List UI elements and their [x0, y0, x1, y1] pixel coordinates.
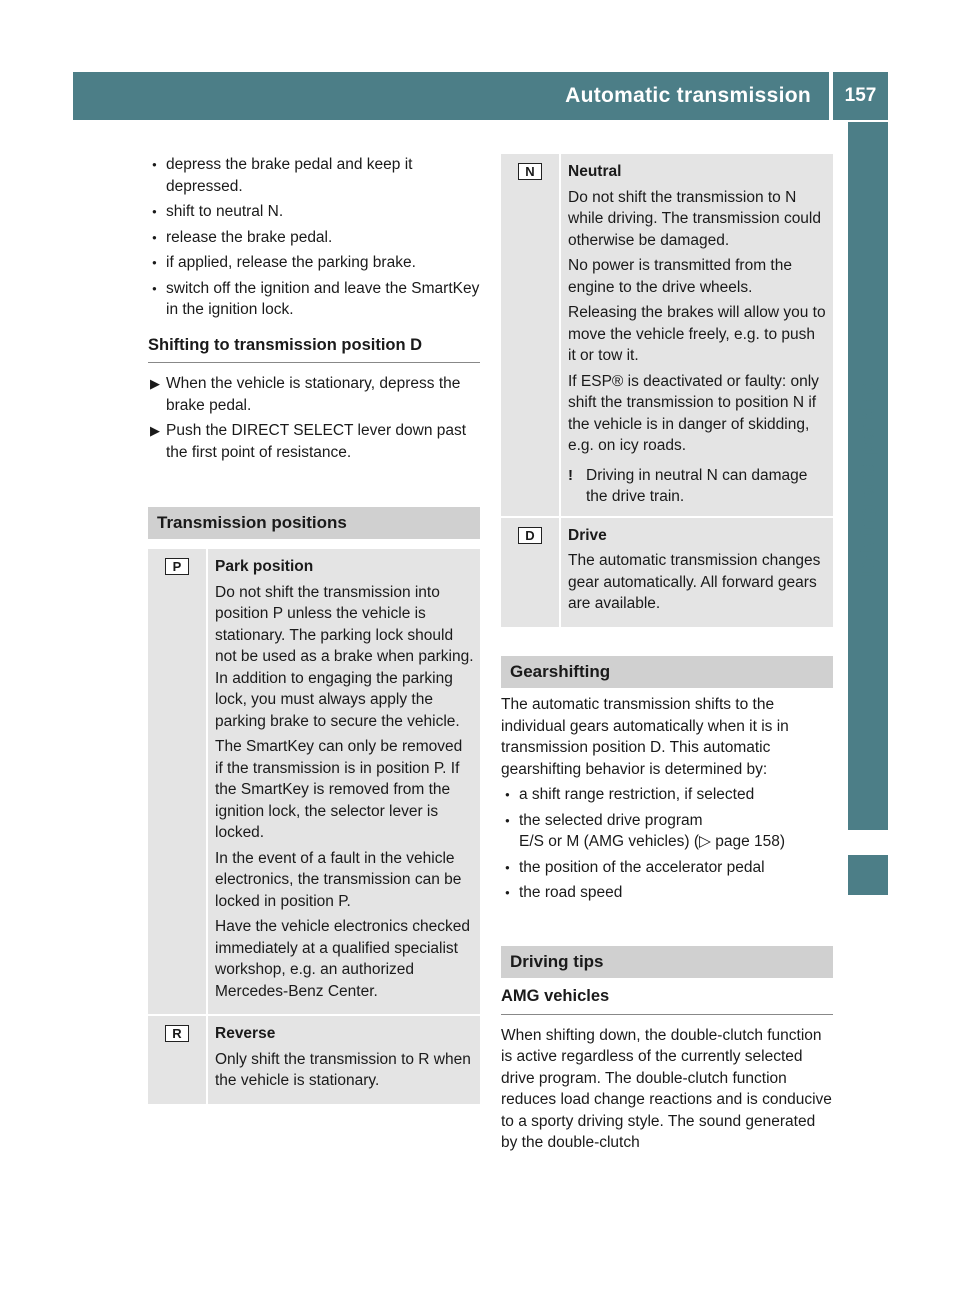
position-title: Reverse [215, 1025, 276, 1042]
paragraph: If ESP® is deactivated or faulty: only shift the transmission to position N if the vehicle is in danger of skidding, e.g. on icy roads. [568, 372, 819, 454]
symbol-cell [501, 518, 561, 627]
section-subheading: AMG vehicles [501, 986, 833, 1015]
paragraph: The automatic transmission changes gear automatically. All forward gears are available. [568, 552, 821, 612]
program-note: E/S or M (AMG vehicles) (▷ page 158) [519, 833, 786, 850]
list-item: ● release the brake pedal. [148, 227, 480, 249]
list-item: ● a shift range restriction, if selected [501, 784, 833, 806]
arrow-icon: ▶ [150, 376, 160, 391]
symbol-cell [148, 549, 208, 1014]
paragraph: In the event of a fault in the vehicle electronics, the transmission can be locked in position P. [215, 849, 462, 910]
paragraph: Only shift the transmission to R when the vehicle is stationary. [215, 1050, 471, 1089]
warning-note [568, 465, 827, 508]
paragraph: Releasing the brakes will allow you to move the vehicle freely, e.g. to push it or tow it. [568, 304, 826, 364]
chapter-title: Automatic transmission [565, 84, 811, 107]
table-row [148, 547, 480, 1014]
paragraph: No power is transmitted from the engine to the drive wheels. [568, 257, 792, 296]
page-number: 157 [844, 85, 877, 106]
positions-table [501, 154, 833, 627]
side-tab-label: Driving and parking [856, 379, 879, 577]
instruction-step [148, 420, 480, 463]
section-heading: Driving tips [501, 946, 833, 978]
description-cell [561, 154, 833, 516]
list-item: ● shift to neutral N. [148, 201, 480, 223]
warning-text: Driving in neutral N can damage the drive train. [586, 466, 808, 505]
gear-n-icon: N [518, 163, 542, 180]
side-marker [848, 855, 888, 895]
description-cell [208, 1016, 480, 1104]
paragraph: The SmartKey can only be removed if the transmission is in position P. If the SmartKey is removed from the ignition lock, the selector lever is locked. [215, 738, 463, 841]
paragraph: Have the vehicle electronics checked immediately at a qualified specialist workshop, e.g. an authorized Mercedes-Benz Center. [215, 918, 471, 1000]
position-title: Drive [568, 526, 607, 544]
warning-icon: ! [568, 466, 573, 484]
description-cell [208, 549, 480, 1014]
transmission-positions [148, 507, 480, 1104]
instruction-step [148, 373, 480, 416]
list-item: ● the road speed [501, 882, 833, 904]
right-column [501, 154, 833, 627]
arrow-icon: ▶ [150, 423, 160, 438]
list-item: ● switch off the ignition and leave the SmartKey in the ignition lock. [148, 278, 480, 321]
paragraph: Do not shift the transmission to N while driving. The transmission could otherwise be damaged. [568, 188, 821, 249]
position-title: Park position [215, 558, 314, 575]
symbol-cell [148, 1016, 208, 1104]
position-title: Neutral [568, 163, 622, 180]
gear-p-icon: P [165, 558, 189, 575]
page-header [73, 72, 888, 120]
list-item: ● depress the brake pedal and keep it depressed. [148, 154, 480, 197]
gear-r-icon: R [165, 1025, 189, 1042]
instruction-text: When the vehicle is stationary, depress the brake pedal. [166, 375, 461, 414]
section-heading: Transmission positions [148, 507, 480, 539]
list-item: ● the position of the accelerator pedal [501, 857, 833, 879]
driving-tips-section [501, 946, 833, 1158]
table-row [501, 154, 833, 516]
positions-table [148, 547, 480, 1104]
paragraph: The automatic transmission shifts to the individual gears automatically when it is in transmission position D. This automatic gearshifting behavior is determined by: [501, 696, 789, 778]
paragraph: Do not shift the transmission into position P unless the vehicle is stationary. The parking lock should not be used as a brake when parking. In addition to engaging the parking lock, you must always apply the parking brake to secure the vehicle. [215, 583, 474, 730]
instruction-text: Push the DIRECT SELECT lever down past the first point of resistance. [166, 422, 467, 461]
list-item: ● the selected drive program [501, 810, 833, 832]
description-cell [561, 518, 833, 627]
paragraph: When shifting down, the double-clutch function is active regardless of the currently selected drive program. The double-clutch function reduces load change reactions and is conducive to a sporty driving style. The sound generated by the double-clutch [501, 1026, 832, 1151]
section-subheading: Shifting to transmission position D [148, 335, 480, 364]
table-row [501, 516, 833, 627]
gear-d-icon: D [518, 527, 542, 544]
gearshifting-section [501, 656, 833, 908]
list-item: ● if applied, release the parking brake. [148, 252, 480, 274]
left-column [148, 154, 480, 467]
section-heading: Gearshifting [501, 656, 833, 688]
symbol-cell [501, 154, 561, 516]
table-row [148, 1014, 480, 1104]
